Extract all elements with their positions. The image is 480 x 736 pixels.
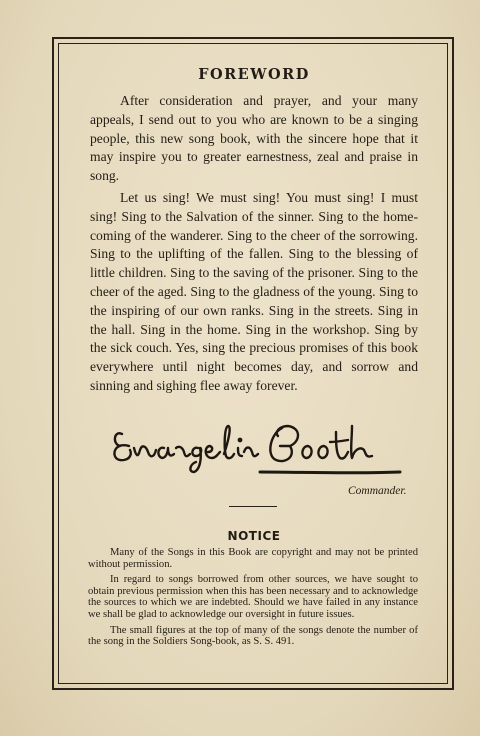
- foreword-paragraph-2: Let us sing! We must sing! You must sing! I must sing! Sing to the Salvation of the sinner. Sing to the home-coming of the wanderer. Sing to the cheer of the sorrowing. Sing to the uplifting of the fallen. Sing to the blessing of little children. Sing to the saving of the prisoner. Sing to the cheer of the aged. Sing to the gladness of the young. Sing to the inspiring of our own ranks. Sing in the streets. Sing in the hall. Sing in the home. Sing in the workshop. Sing by the sick couch. Yes, sing the precious promises of this book everywhere until night becomes day, and sorrow and sinning and sighing flee away forever.: [90, 189, 418, 393]
- notice-paragraph-2: In regard to songs borrowed from other sources, we have sought to obtain previous permission when this has been necessary and to acknowledge the sources to which we are indebted. Should we have failed in any instance we shall be glad to acknowledge our oversight in future issues.: [88, 574, 418, 620]
- foreword-paragraph-1: After consideration and prayer, and your many appeals, I send out to you who are known to be a singing people, this new song book, with the sincere hope that it may inspire you to greater earnestness, zeal and praise in song.: [90, 93, 418, 184]
- section-divider: [229, 506, 277, 507]
- foreword-section: [90, 66, 418, 396]
- notice-paragraph-1: Many of the Songs in this Book are copyright and may not be printed without permission.: [88, 547, 418, 570]
- foreword-title: FOREWORD: [198, 66, 310, 83]
- notice-title: NOTICE: [227, 529, 281, 543]
- handwritten-signature: [110, 412, 410, 482]
- signature-title: Commander.: [348, 485, 407, 497]
- notice-paragraph-3: The small figures at the top of many of the songs denote the number of the song in the Soldiers Song-book, as S. S. 491.: [88, 624, 418, 648]
- notice-section: [88, 547, 418, 652]
